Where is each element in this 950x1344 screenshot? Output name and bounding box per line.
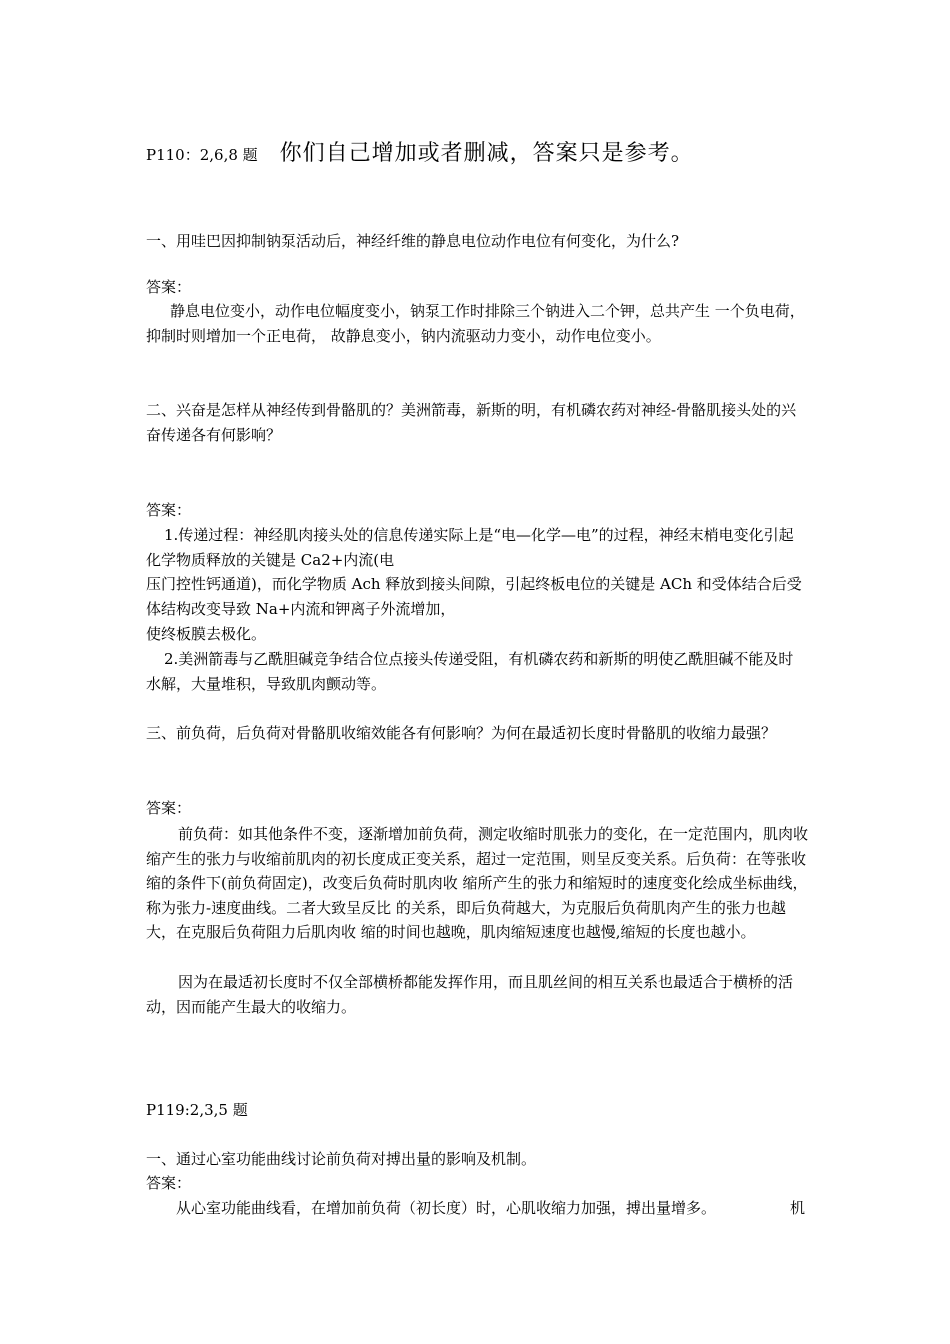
section2-q1-answer: 从心室功能曲线看，在增加前负荷（初长度）时，心肌收缩力加强，搏出量增多。 — [176, 1199, 717, 1217]
q1-answer: 静息电位变小，动作电位幅度变小，钠泵工作时排除三个钠进入二个钾，总共产生 一个负电荷，抑制时则增加一个正电荷， 故静息变小，钠内流驱动力变小，动作电位变小。 — [146, 302, 805, 345]
section2-page-ref: P119:2,3,5 题 — [146, 1101, 248, 1119]
q3-question: 三、前负荷，后负荷对骨骼肌收缩效能各有何影响？为何在最适初长度时骨骼肌的收缩力最强？ — [146, 724, 777, 742]
q2-answer-part1-line2: 压门控性钙通道)，而化学物质 Ach 释放到接头间隙，引起终板电位的关键是 ACh 和受体结合后受体结构改变导致 Na+内流和钾离子外流增加， — [146, 575, 802, 618]
q2-answer-part1-line1: 1.传递过程：神经肌肉接头处的信息传递实际上是“电—化学—电”的过程，神经末梢电变化引起化学物质释放的关键是 Ca2+内流(电 — [146, 526, 794, 569]
q2-answer-part2: 2.美洲箭毒与乙酰胆碱竞争结合位点接头传递受阻，有机磷农药和新斯的明使乙酰胆碱不能及时水解，大量堆积，导致肌肉颤动等。 — [146, 650, 794, 693]
section2-answer-label: 答案： — [146, 1174, 192, 1192]
heading-page-ref: P110：2,6,8 题 — [146, 146, 258, 164]
q2-question: 二、兴奋是怎样从神经传到骨骼肌的？美洲箭毒，新斯的明，有机磷农药对神经-骨骼肌接头处的兴奋传递各有何影响？ — [146, 401, 797, 444]
section2-q1-answer-continuation: 机 — [790, 1199, 806, 1217]
q1-question: 一、用哇巴因抑制钠泵活动后，神经纤维的静息电位动作电位有何变化，为什么? — [146, 232, 680, 250]
q1-answer-label: 答案： — [146, 278, 192, 296]
page-heading — [146, 136, 694, 167]
q3-answer-part2: 因为在最适初长度时不仅全部横桥都能发挥作用，而且肌丝间的相互关系也最适合于横桥的活动，因而能产生最大的收缩力。 — [146, 973, 794, 1016]
q3-answer-part1: 前负荷：如其他条件不变，逐渐增加前负荷，测定收缩时肌张力的变化，在一定范围内，肌肉收缩产生的张力与收缩前肌肉的初长度成正变关系，超过一定范围，则呈反变关系。后负荷：在等张收缩的条件下(前负荷固定)，改变后负荷时肌肉收 缩所产生的张力和缩短时的速度变化绘成坐标曲线，称为张力-速度曲线。二者大致呈反比 的关系，即后负荷越大，为克服后负荷肌肉产生的张力也越大，在克服后负荷阻力后肌肉收 缩的时间也越晚，肌肉缩短速度也越慢,缩短的长度也越小。 — [146, 825, 809, 941]
heading-note: 你们自己增加或者删减，答案只是参考。 — [279, 141, 694, 166]
q2-answer-label: 答案： — [146, 501, 192, 519]
section2-q1-question: 一、通过心室功能曲线讨论前负荷对搏出量的影响及机制。 — [146, 1150, 537, 1168]
q3-answer-label: 答案： — [146, 799, 192, 817]
q2-answer-part1-line3: 使终板膜去极化。 — [146, 625, 267, 643]
